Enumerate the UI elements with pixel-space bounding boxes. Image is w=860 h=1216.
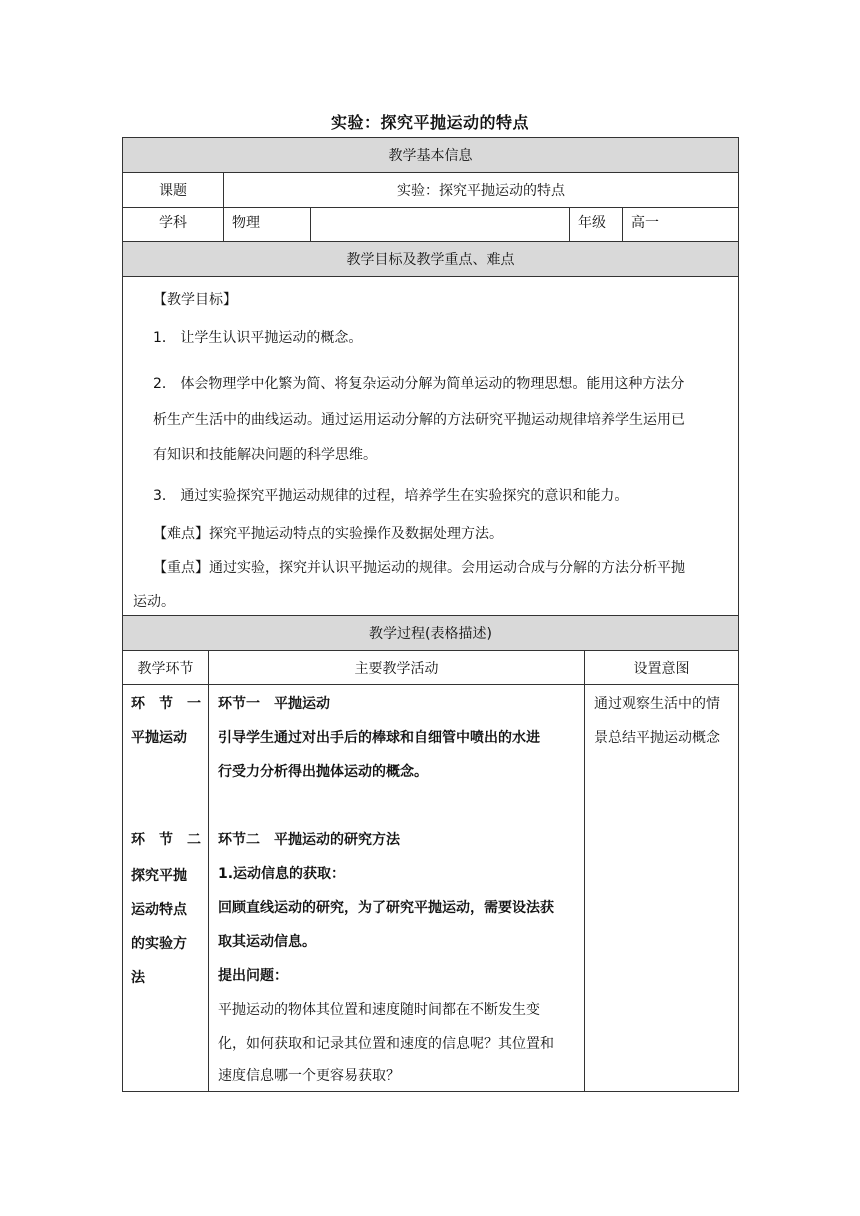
grade-value: 高一 bbox=[622, 207, 739, 242]
activity-2-question-label: 提出问题： bbox=[218, 968, 288, 984]
col-activity: 主要教学活动 bbox=[208, 650, 585, 685]
activity-2-para-line-3: 速度信息哪一个更容易获取？ bbox=[218, 1068, 400, 1084]
goal-1: 1． 让学生认识平抛运动的概念。 bbox=[153, 330, 363, 346]
intent-line-1: 通过观察生活中的情 bbox=[594, 696, 720, 712]
activity-1-title: 环节一 平抛运动 bbox=[218, 696, 330, 712]
key-point-line-1: 【重点】通过实验，探究并认识平抛运动的规律。会用运动合成与分解的方法分析平抛 bbox=[153, 560, 685, 576]
activity-1-line-1: 引导学生通过对出手后的棒球和自细管中喷出的水进 bbox=[218, 730, 540, 746]
intent-line-2: 景总结平抛运动概念 bbox=[594, 730, 720, 746]
stage-column bbox=[122, 684, 209, 1092]
activity-2-para-line-1: 平抛运动的物体其位置和速度随时间都在不断发生变 bbox=[218, 1002, 540, 1018]
activity-column bbox=[208, 684, 585, 1092]
activity-1-line-2: 行受力分析得出抛体运动的概念。 bbox=[218, 764, 428, 780]
goal-2-line-2: 析生产生活中的曲线运动。通过运用运动分解的方法研究平抛运动规律培养学生运用已 bbox=[153, 412, 685, 428]
stage-1-line-2: 平抛运动 bbox=[131, 730, 187, 746]
difficulty: 【难点】探究平抛运动特点的实验操作及数据处理方法。 bbox=[153, 526, 503, 542]
objectives-body bbox=[122, 276, 739, 616]
topic-value: 实验：探究平抛运动的特点 bbox=[223, 172, 739, 208]
stage-2-line-4: 的实验方 bbox=[131, 936, 187, 952]
subject-value: 物理 bbox=[223, 207, 311, 242]
goals-heading: 【教学目标】 bbox=[153, 292, 237, 308]
stage-1-line-1: 环 节 一 bbox=[131, 696, 201, 712]
topic-label: 课题 bbox=[122, 172, 224, 208]
stage-2-line-5: 法 bbox=[131, 970, 145, 986]
stage-2-line-2: 探究平抛 bbox=[131, 868, 187, 884]
document-title: 实验：探究平抛运动的特点 bbox=[330, 113, 529, 132]
goal-3: 3． 通过实验探究平抛运动规律的过程，培养学生在实验探究的意识和能力。 bbox=[153, 488, 629, 504]
subject-label: 学科 bbox=[122, 207, 224, 242]
activity-2-line-2: 取其运动信息。 bbox=[218, 934, 316, 950]
col-intent: 设置意图 bbox=[584, 650, 739, 685]
intent-column bbox=[584, 684, 739, 1092]
goal-2-line-3: 有知识和技能解决问题的科学思维。 bbox=[153, 447, 377, 463]
basic-info-header: 教学基本信息 bbox=[122, 137, 739, 173]
key-point-line-2: 运动。 bbox=[133, 594, 175, 610]
goal-2-line-1: 2． 体会物理学中化繁为简、将复杂运动分解为简单运动的物理思想。能用这种方法分 bbox=[153, 376, 685, 392]
col-stage: 教学环节 bbox=[122, 650, 209, 685]
activity-2-para-line-2: 化，如何获取和记录其位置和速度的信息呢？其位置和 bbox=[218, 1036, 554, 1052]
activity-2-title: 环节二 平抛运动的研究方法 bbox=[218, 832, 400, 848]
stage-2-line-1: 环 节 二 bbox=[131, 832, 201, 848]
grade-label: 年级 bbox=[569, 207, 623, 242]
subject-blank bbox=[310, 207, 570, 242]
process-header: 教学过程(表格描述) bbox=[122, 615, 739, 651]
objectives-header: 教学目标及教学重点、难点 bbox=[122, 241, 739, 277]
stage-2-line-3: 运动特点 bbox=[131, 902, 187, 918]
activity-2-subtitle: 1.运动信息的获取： bbox=[218, 866, 346, 882]
activity-2-line-1: 回顾直线运动的研究，为了研究平抛运动，需要设法获 bbox=[218, 900, 554, 916]
